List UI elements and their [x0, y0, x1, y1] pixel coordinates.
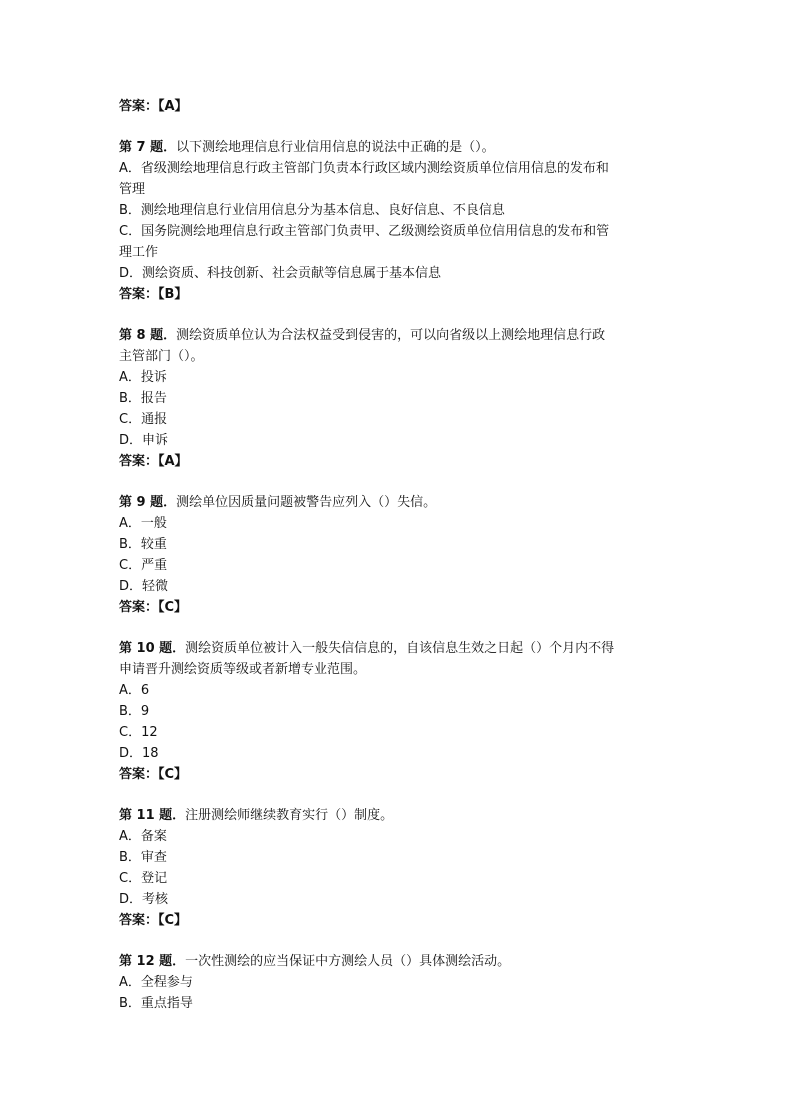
option-b: B．较重 — [119, 537, 167, 552]
question-number: 第 8 题． — [119, 328, 177, 343]
option-d: D．申诉 — [119, 433, 169, 448]
option-b: B．报告 — [119, 391, 167, 406]
question-8 — [119, 325, 679, 346]
option-b: B．审查 — [119, 850, 167, 865]
option-d: D．18 — [119, 746, 159, 761]
question-number: 第 9 题． — [119, 495, 177, 510]
answer-q7: 答案：【B】 — [119, 287, 188, 302]
option-b: B．重点指导 — [119, 996, 193, 1011]
option-line: A．省级测绘地理信息行政主管部门负责本行政区域内测绘资质单位信用信息的发布和 — [119, 161, 609, 176]
question-number: 第 11 题． — [119, 808, 186, 823]
option-c: C．12 — [119, 725, 158, 740]
question-text: 测绘资质单位认为合法权益受到侵害的，可以向省级以上测绘地理信息行政 — [176, 328, 606, 343]
question-number: 第 10 题． — [119, 641, 186, 656]
option-c: C．登记 — [119, 871, 168, 886]
option-a: A．一般 — [119, 516, 167, 531]
option-line: D．测绘资质、科技创新、社会贡献等信息属于基本信息 — [119, 266, 442, 281]
answer-q11: 答案：【C】 — [119, 913, 188, 928]
question-10 — [119, 638, 679, 659]
option-d: D．考核 — [119, 892, 169, 907]
option-a: A．6 — [119, 683, 150, 698]
question-9 — [119, 492, 679, 513]
question-text-cont: 申请晋升测绘资质等级或者新增专业范围。 — [119, 662, 367, 677]
question-text: 注册测绘师继续教育实行（）制度。 — [185, 808, 394, 823]
question-11 — [119, 805, 679, 826]
option-b: B．9 — [119, 704, 150, 719]
question-text-cont: 主管部门（）。 — [119, 349, 204, 364]
question-text: 测绘单位因质量问题被警告应列入（）失信。 — [176, 495, 437, 510]
question-number: 第 12 题． — [119, 954, 186, 969]
question-12 — [119, 951, 679, 972]
option-c: C．通报 — [119, 412, 168, 427]
option-c: C．严重 — [119, 558, 168, 573]
answer-q8: 答案：【A】 — [119, 454, 188, 469]
answer-q6: 答案：【A】 — [119, 99, 188, 114]
question-7 — [119, 137, 679, 158]
option-a: A．备案 — [119, 829, 167, 844]
answer-q10: 答案：【C】 — [119, 767, 188, 782]
question-text: 一次性测绘的应当保证中方测绘人员（）具体测绘活动。 — [185, 954, 511, 969]
option-line: 理工作 — [119, 245, 159, 260]
option-line: C．国务院测绘地理信息行政主管部门负责甲、乙级测绘资质单位信用信息的发布和管 — [119, 224, 610, 239]
question-text: 测绘资质单位被计入一般失信信息的，自该信息生效之日起（）个月内不得 — [185, 641, 615, 656]
document-content — [119, 96, 679, 1014]
option-line: 管理 — [119, 182, 146, 197]
option-a: A．全程参与 — [119, 975, 193, 990]
option-line: B．测绘地理信息行业信用信息分为基本信息、良好信息、不良信息 — [119, 203, 505, 218]
question-number: 第 7 题． — [119, 140, 177, 155]
option-a: A．投诉 — [119, 370, 167, 385]
question-text: 以下测绘地理信息行业信用信息的说法中正确的是（）。 — [176, 140, 495, 155]
option-d: D．轻微 — [119, 579, 169, 594]
answer-q9: 答案：【C】 — [119, 600, 188, 615]
